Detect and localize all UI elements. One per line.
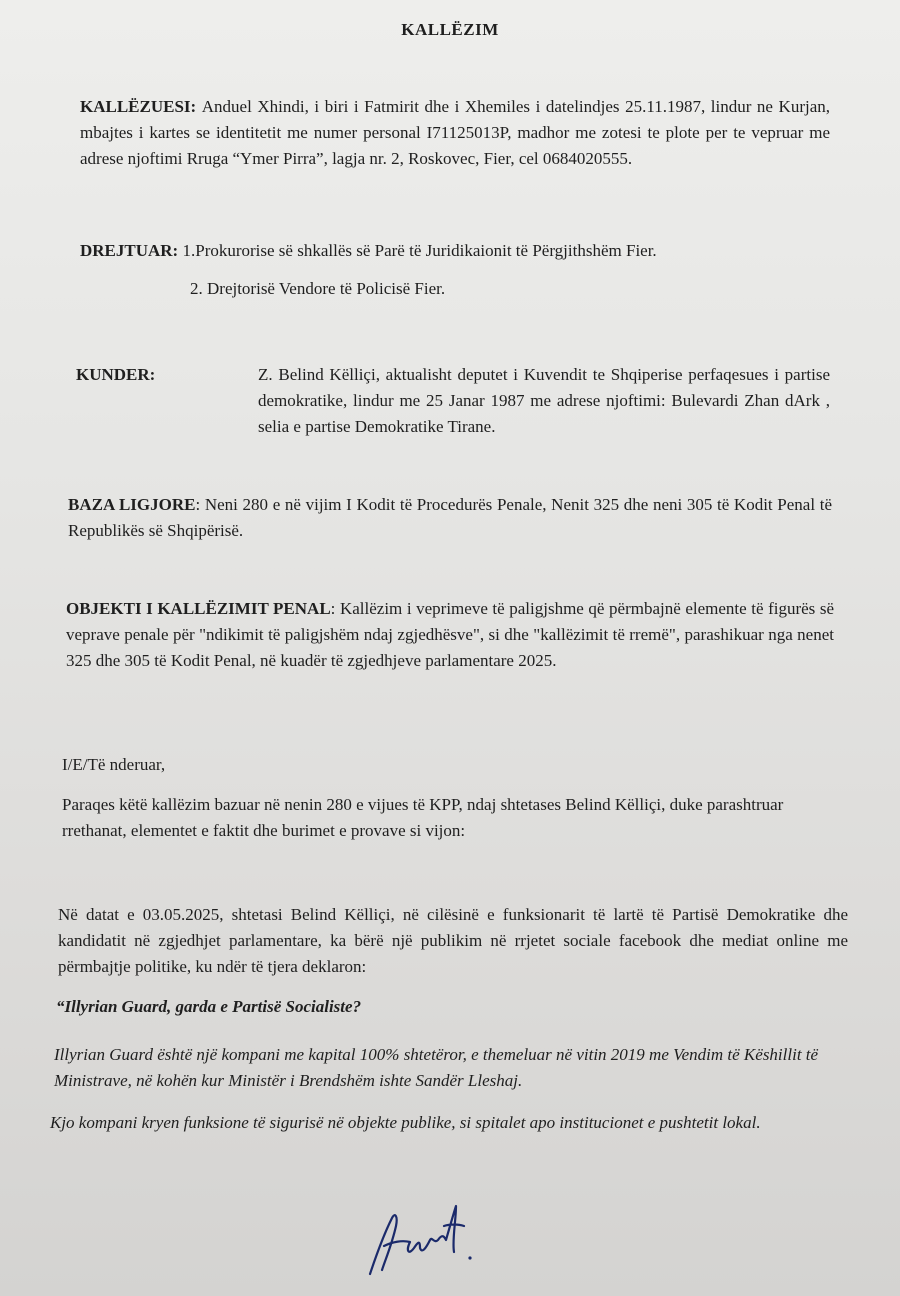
quote-heading: “Illyrian Guard, garda e Partisë Socialiste? [56, 997, 362, 1016]
complainant-section: KALLËZUESI: Anduel Xhindi, i biri i Fatmirit dhe i Xhemiles i datelindjes 25.11.1987, lindur ne Kurjan, mbajtes i kartes se identitetit me numer personal I71125013P, madhor me zotesi te plote per te vepruar me adrese njoftimi Rruga “Ymer Pirra”, lagja nr. 2, Roskovec, Fier, cel 0684020555. [80, 97, 830, 168]
legal-basis-section: BAZA LIGJORE: Neni 280 e në vijim I Kodit të Procedurës Penale, Nenit 325 dhe neni 305 të Kodit Penal të Republikës së Shqipërisë. [68, 495, 833, 540]
addressed-to-line2: 2. Drejtorisë Vendore të Policisë Fier. [190, 279, 446, 298]
against-text: Z. Belind Këlliçi, aktualisht deputet i Kuvendit te Shqiperise perfaqesues i partise demokratike, lindur me 25 Janar 1987 me adrese njoftimi: Bulevardi Zhan dArk , selia e partise Demokratike Tirane. [258, 365, 830, 436]
addressed-to-line1: 1.Prokurorise së shkallës së Parë të Juridikaionit të Përgjithshëm Fier. [182, 241, 657, 260]
document-title: KALLËZIM [401, 20, 499, 39]
legal-basis-text: Neni 280 e në vijim I Kodit të Procedurës Penale, Nenit 325 dhe neni 305 të Kodit Penal të Republikës së Shqipërisë. [68, 495, 833, 540]
signature-icon [362, 1196, 482, 1286]
salutation: I/E/Të nderuar, [62, 755, 166, 774]
addressed-to-label: DREJTUAR: [80, 241, 179, 260]
legal-basis-label: BAZA LIGJORE [68, 495, 196, 514]
object-text: Kallëzim i veprimeve të paligjshme që përmbajnë elemente të figurës së veprave penale për "ndikimit të paligjshëm ndaj zgjedhësve", si dhe "kallëzimit të rremë", parashikuar nga nenet 325 dhe 305 të Kodit Penal, në kuadër të zgjedhjeve parlamentare 2025. [66, 599, 834, 670]
quote-paragraph-1: Illyrian Guard është një kompani me kapital 100% shtetëror, e themeluar në vitin 2019 me Vendim të Këshillit të Ministrave, në kohën kur Ministër i Brendshëm ishte Sandër Lleshaj. [54, 1045, 819, 1090]
complainant-label: KALLËZUESI [80, 97, 191, 116]
quote-paragraph-2: Kjo kompani kryen funksione të sigurisë në objekte publike, si spitalet apo institucionet e pushtetit lokal. [50, 1113, 761, 1132]
complainant-text: Anduel Xhindi, i biri i Fatmirit dhe i Xhemiles i datelindjes 25.11.1987, lindur ne Kurjan, mbajtes i kartes se identitetit me numer personal I71125013P, madhor me zotesi te plote per te vepruar me adrese njoftimi Rruga “Ymer Pirra”, lagja nr. 2, Roskovec, Fier, cel 0684020555. [80, 97, 830, 168]
addressed-to-section [80, 238, 820, 264]
object-section: OBJEKTI I KALLËZIMIT PENAL: Kallëzim i veprimeve të paligjshme që përmbajnë elemente të figurës së veprave penale për "ndikimit të paligjshëm ndaj zgjedhësve", si dhe "kallëzimit të rremë", parashikuar nga nenet 325 dhe 305 të Kodit Penal, në kuadër të zgjedhjeve parlamentare 2025. [66, 599, 834, 670]
against-label: KUNDER: [76, 365, 156, 384]
body-paragraph: Në datat e 03.05.2025, shtetasi Belind Këlliçi, në cilësinë e funksionarit të lartë të Partisë Demokratike dhe kandidatit në zgjedhjet parlamentare, ka bërë një publikim në rrjetet sociale facebook dhe mediat online me përmbajtje politike, ku ndër të tjera deklaron: [58, 905, 848, 976]
intro-paragraph: Paraqes këtë kallëzim bazuar në nenin 280 e vijues të KPP, ndaj shtetases Belind Këlliçi, duke parashtruar rrethanat, elementet e faktit dhe burimet e provave si vijon: [62, 795, 784, 840]
object-label: OBJEKTI I KALLËZIMIT PENAL [66, 599, 331, 618]
